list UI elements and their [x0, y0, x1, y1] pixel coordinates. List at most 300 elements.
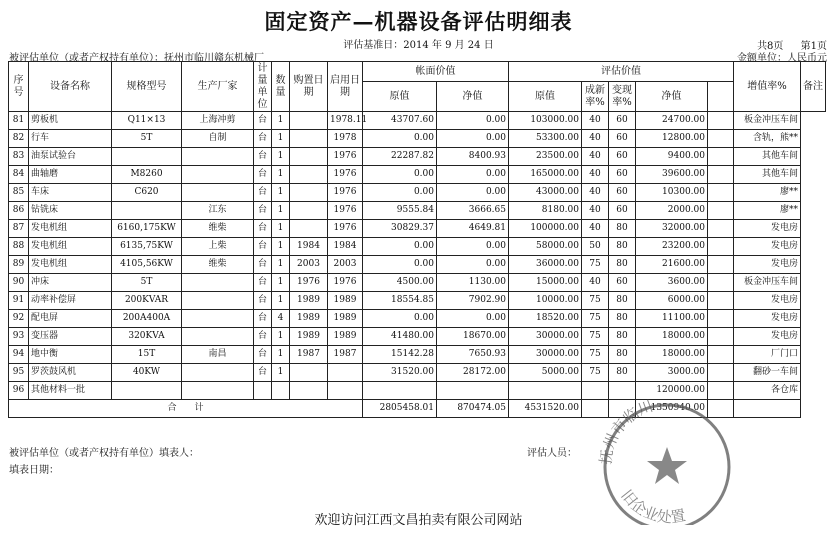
cell-name: 其他材料一批	[29, 382, 112, 400]
cell-use-date: 1976	[328, 220, 363, 238]
cell-increase-rate	[708, 274, 734, 292]
cell-eval-net: 2000.00	[636, 202, 708, 220]
cell-eval-net: 24700.00	[636, 112, 708, 130]
cell-model: M8260	[112, 166, 182, 184]
cell-remark: 板金冲压车间	[734, 112, 801, 130]
cell-eval-original: 103000.00	[509, 112, 582, 130]
cell-purchase-date: 2003	[290, 256, 328, 274]
table-row	[9, 274, 826, 292]
cell-model: 40KW	[112, 364, 182, 382]
cell-model: 6160,175KW	[112, 220, 182, 238]
cell-newness: 50	[582, 238, 609, 256]
cell-book-original: 18554.85	[363, 292, 437, 310]
cell-unit: 台	[254, 256, 272, 274]
cell-qty: 4	[272, 310, 290, 328]
cell-newness: 40	[582, 274, 609, 292]
cell-purchase-date: 1984	[290, 238, 328, 256]
cell-seq: 82	[9, 130, 29, 148]
cell-model: 5T	[112, 130, 182, 148]
cell-seq: 92	[9, 310, 29, 328]
cell-remark: 厂门口	[734, 346, 801, 364]
cell-qty: 1	[272, 346, 290, 364]
header-book-original: 原值	[363, 82, 437, 112]
cell-use-date: 2003	[328, 256, 363, 274]
cell-realization: 60	[609, 148, 636, 166]
cell-unit: 台	[254, 184, 272, 202]
cell-maker	[182, 310, 254, 328]
cell-purchase-date	[290, 166, 328, 184]
cell-book-net: 0.00	[437, 130, 509, 148]
filler-label: 被评估单位（或者产权持有单位）填表人：	[9, 448, 199, 459]
table-row	[9, 184, 826, 202]
cell-name: 罗茨鼓风机	[29, 364, 112, 382]
cell-remark: 廖**	[734, 184, 801, 202]
cell-eval-original: 5000.00	[509, 364, 582, 382]
cell-use-date: 1978	[328, 130, 363, 148]
cell-model: 200KVAR	[112, 292, 182, 310]
cell-use-date	[328, 382, 363, 400]
cell-increase-rate	[708, 220, 734, 238]
cell-increase-rate	[708, 364, 734, 382]
cell-book-original: 31520.00	[363, 364, 437, 382]
cell-qty: 1	[272, 328, 290, 346]
cell-remark: 各仓库	[734, 382, 801, 400]
cell-eval-original: 30000.00	[509, 328, 582, 346]
header-maker: 生产厂家	[182, 62, 254, 112]
cell-seq: 96	[9, 382, 29, 400]
cell-maker	[182, 274, 254, 292]
cell-remark: 发电房	[734, 328, 801, 346]
cell-realization: 80	[609, 328, 636, 346]
cell-purchase-date: 1987	[290, 346, 328, 364]
total-eval-original: 4531520.00	[509, 400, 582, 418]
cell-qty: 1	[272, 364, 290, 382]
cell-purchase-date: 1989	[290, 310, 328, 328]
cell-qty: 1	[272, 274, 290, 292]
cell-unit: 台	[254, 148, 272, 166]
cell-realization: 80	[609, 364, 636, 382]
header-eval-value: 评估价值	[509, 62, 734, 82]
cell-use-date: 1976	[328, 274, 363, 292]
cell-use-date: 1987	[328, 346, 363, 364]
cell-eval-net: 3600.00	[636, 274, 708, 292]
cell-qty: 1	[272, 112, 290, 130]
cell-qty: 1	[272, 238, 290, 256]
cell-maker	[182, 148, 254, 166]
cell-model: 4105,56KW	[112, 256, 182, 274]
cell-use-date	[328, 364, 363, 382]
cell-book-original: 43707.60	[363, 112, 437, 130]
cell-maker	[182, 184, 254, 202]
cell-purchase-date	[290, 184, 328, 202]
cell-use-date: 1976	[328, 166, 363, 184]
cell-name: 地中衡	[29, 346, 112, 364]
cell-increase-rate	[708, 202, 734, 220]
cell-name: 动率补偿屏	[29, 292, 112, 310]
website-caption: 欢迎访问江西文昌拍卖有限公司网站	[314, 513, 523, 528]
cell-seq: 81	[9, 112, 29, 130]
cell-unit: 台	[254, 220, 272, 238]
cell-eval-net: 120000.00	[636, 382, 708, 400]
cell-book-original: 0.00	[363, 238, 437, 256]
header-book-value: 帐面价值	[363, 62, 509, 82]
cell-eval-net: 39600.00	[636, 166, 708, 184]
cell-remark: 板金冲压车间	[734, 274, 801, 292]
total-remark	[734, 400, 801, 418]
cell-remark: 翻砂一车间	[734, 364, 801, 382]
header-qty: 数量	[272, 62, 290, 112]
header-book-net: 净值	[437, 82, 509, 112]
cell-unit: 台	[254, 364, 272, 382]
cell-model: 200A400A	[112, 310, 182, 328]
fill-date-label: 填表日期：	[9, 465, 59, 476]
cell-qty: 1	[272, 202, 290, 220]
cell-use-date: 1984	[328, 238, 363, 256]
cell-model	[112, 148, 182, 166]
header-name: 设备名称	[29, 62, 112, 112]
cell-purchase-date	[290, 148, 328, 166]
cell-eval-net: 9400.00	[636, 148, 708, 166]
cell-book-net: 4649.81	[437, 220, 509, 238]
cell-maker: 上海冲剪	[182, 112, 254, 130]
base-date: 评估基准日：2014 年 9 月 24 日	[343, 40, 494, 51]
total-book-original: 2805458.01	[363, 400, 437, 418]
cell-use-date: 1989	[328, 328, 363, 346]
cell-eval-original: 43000.00	[509, 184, 582, 202]
cell-name: 发电机组	[29, 256, 112, 274]
cell-name: 冲床	[29, 274, 112, 292]
cell-purchase-date	[290, 112, 328, 130]
table-row	[9, 220, 826, 238]
cell-seq: 94	[9, 346, 29, 364]
cell-purchase-date	[290, 364, 328, 382]
evaluator-label: 评估人员：	[527, 448, 577, 459]
cell-newness: 40	[582, 202, 609, 220]
cell-book-net: 18670.00	[437, 328, 509, 346]
cell-name: 行车	[29, 130, 112, 148]
cell-remark: 其他车间	[734, 148, 801, 166]
cell-newness: 40	[582, 148, 609, 166]
header-increase-rate: 增值率%	[734, 62, 801, 112]
header-use-date: 启用日期	[328, 62, 363, 112]
cell-maker: 自制	[182, 130, 254, 148]
header-purchase-date: 购置日期	[290, 62, 328, 112]
cell-seq: 93	[9, 328, 29, 346]
cell-model: 15T	[112, 346, 182, 364]
cell-unit: 台	[254, 166, 272, 184]
cell-purchase-date	[290, 220, 328, 238]
cell-eval-original: 10000.00	[509, 292, 582, 310]
cell-seq: 83	[9, 148, 29, 166]
cell-name: 发电机组	[29, 220, 112, 238]
cell-unit: 台	[254, 112, 272, 130]
cell-model: 320KVA	[112, 328, 182, 346]
cell-remark: 发电房	[734, 220, 801, 238]
cell-remark: 其他车间	[734, 166, 801, 184]
cell-realization: 60	[609, 274, 636, 292]
cell-unit: 台	[254, 292, 272, 310]
header-seq: 序号	[9, 62, 29, 112]
cell-realization: 60	[609, 166, 636, 184]
table-row	[9, 166, 826, 184]
cell-purchase-date: 1989	[290, 328, 328, 346]
cell-seq: 89	[9, 256, 29, 274]
cell-book-original	[363, 382, 437, 400]
header-unit: 计量单位	[254, 62, 272, 112]
cell-eval-original: 36000.00	[509, 256, 582, 274]
total-book-net: 870474.05	[437, 400, 509, 418]
cell-book-original: 0.00	[363, 256, 437, 274]
cell-book-net: 7650.93	[437, 346, 509, 364]
cell-maker: 维柴	[182, 220, 254, 238]
currency-unit: 金额单位：人民币元	[737, 53, 827, 64]
table-row	[9, 292, 826, 310]
table-row	[9, 238, 826, 256]
cell-book-original: 30829.37	[363, 220, 437, 238]
cell-book-original: 15142.28	[363, 346, 437, 364]
cell-book-original: 0.00	[363, 310, 437, 328]
cell-book-original: 4500.00	[363, 274, 437, 292]
total-label: 合 计	[9, 400, 363, 418]
cell-model: Q11×13	[112, 112, 182, 130]
cell-book-original: 41480.00	[363, 328, 437, 346]
cell-book-original: 0.00	[363, 166, 437, 184]
cell-qty: 1	[272, 220, 290, 238]
cell-model	[112, 382, 182, 400]
table-row	[9, 112, 826, 130]
cell-newness: 75	[582, 292, 609, 310]
cell-book-original: 0.00	[363, 130, 437, 148]
cell-book-original: 22287.82	[363, 148, 437, 166]
header-eval-original: 原值	[509, 82, 582, 112]
cell-seq: 88	[9, 238, 29, 256]
cell-maker	[182, 328, 254, 346]
cell-model	[112, 202, 182, 220]
table-row	[9, 346, 826, 364]
cell-book-net	[437, 382, 509, 400]
asset-table	[8, 61, 826, 418]
cell-remark: 含轨，熊**	[734, 130, 801, 148]
cell-book-net: 8400.93	[437, 148, 509, 166]
cell-seq: 91	[9, 292, 29, 310]
cell-book-net: 0.00	[437, 238, 509, 256]
cell-unit: 台	[254, 274, 272, 292]
table-row	[9, 130, 826, 148]
cell-purchase-date: 1976	[290, 274, 328, 292]
cell-eval-original: 165000.00	[509, 166, 582, 184]
cell-qty: 1	[272, 292, 290, 310]
cell-realization: 80	[609, 256, 636, 274]
header-model: 规格型号	[112, 62, 182, 112]
cell-increase-rate	[708, 346, 734, 364]
cell-unit	[254, 382, 272, 400]
cell-seq: 87	[9, 220, 29, 238]
cell-eval-original: 53300.00	[509, 130, 582, 148]
cell-seq: 95	[9, 364, 29, 382]
cell-name: 变压器	[29, 328, 112, 346]
table-row	[9, 256, 826, 274]
page-current: 第1页	[800, 41, 827, 52]
cell-increase-rate	[708, 328, 734, 346]
cell-book-original: 9555.84	[363, 202, 437, 220]
cell-increase-rate	[708, 130, 734, 148]
cell-newness: 40	[582, 184, 609, 202]
cell-eval-original	[509, 382, 582, 400]
cell-eval-net: 6000.00	[636, 292, 708, 310]
cell-maker	[182, 382, 254, 400]
cell-newness: 75	[582, 346, 609, 364]
cell-eval-original: 100000.00	[509, 220, 582, 238]
cell-qty: 1	[272, 166, 290, 184]
cell-use-date: 1976	[328, 202, 363, 220]
cell-maker: 南昌	[182, 346, 254, 364]
cell-increase-rate	[708, 238, 734, 256]
cell-increase-rate	[708, 310, 734, 328]
cell-increase-rate	[708, 292, 734, 310]
cell-eval-original: 30000.00	[509, 346, 582, 364]
cell-realization: 80	[609, 310, 636, 328]
cell-use-date: 1976	[328, 184, 363, 202]
cell-realization: 60	[609, 202, 636, 220]
cell-book-net: 0.00	[437, 112, 509, 130]
cell-increase-rate	[708, 184, 734, 202]
cell-use-date: 1976	[328, 148, 363, 166]
cell-eval-net: 12800.00	[636, 130, 708, 148]
cell-seq: 90	[9, 274, 29, 292]
cell-use-date: 1989	[328, 310, 363, 328]
table-body	[9, 112, 826, 400]
header-remark: 备注	[801, 62, 826, 112]
evaluated-unit: 被评估单位（或者产权持有单位）：抚州市临川赣东机械厂	[9, 53, 264, 64]
cell-unit: 台	[254, 202, 272, 220]
cell-name: 配电屏	[29, 310, 112, 328]
cell-eval-original: 23500.00	[509, 148, 582, 166]
cell-book-net: 0.00	[437, 166, 509, 184]
cell-unit: 台	[254, 130, 272, 148]
cell-book-net: 28172.00	[437, 364, 509, 382]
cell-seq: 86	[9, 202, 29, 220]
seal-text-bottom: 旧企业处置	[617, 486, 688, 525]
cell-qty: 1	[272, 148, 290, 166]
official-seal	[583, 385, 743, 525]
cell-realization: 60	[609, 130, 636, 148]
cell-eval-original: 18520.00	[509, 310, 582, 328]
cell-book-original: 0.00	[363, 184, 437, 202]
cell-newness: 40	[582, 130, 609, 148]
header-eval-net: 净值	[636, 82, 708, 112]
table-row	[9, 328, 826, 346]
cell-realization: 80	[609, 238, 636, 256]
cell-eval-net: 11100.00	[636, 310, 708, 328]
cell-increase-rate	[708, 148, 734, 166]
cell-purchase-date: 1989	[290, 292, 328, 310]
cell-remark: 廖**	[734, 202, 801, 220]
cell-model: 5T	[112, 274, 182, 292]
cell-seq: 85	[9, 184, 29, 202]
cell-name: 发电机组	[29, 238, 112, 256]
total-eval-net: 1350940.00	[636, 400, 708, 418]
cell-realization: 80	[609, 292, 636, 310]
cell-use-date: 1978.11	[328, 112, 363, 130]
cell-newness: 40	[582, 166, 609, 184]
seal-star-icon	[647, 447, 687, 484]
cell-maker	[182, 292, 254, 310]
cell-remark: 发电房	[734, 310, 801, 328]
cell-unit: 台	[254, 328, 272, 346]
cell-book-net: 0.00	[437, 256, 509, 274]
cell-realization: 60	[609, 112, 636, 130]
cell-increase-rate	[708, 166, 734, 184]
cell-eval-net: 18000.00	[636, 346, 708, 364]
cell-newness: 75	[582, 328, 609, 346]
table-row	[9, 364, 826, 382]
cell-name: 油泵试验台	[29, 148, 112, 166]
page-total: 共8页	[757, 41, 784, 52]
cell-eval-original: 8180.00	[509, 202, 582, 220]
cell-realization: 80	[609, 346, 636, 364]
cell-name: 曲轴磨	[29, 166, 112, 184]
seal-text-top: 抚州市临川	[596, 396, 656, 466]
cell-eval-net: 18000.00	[636, 328, 708, 346]
cell-purchase-date	[290, 382, 328, 400]
table-row	[9, 202, 826, 220]
cell-purchase-date	[290, 130, 328, 148]
cell-maker: 上柴	[182, 238, 254, 256]
cell-newness: 75	[582, 364, 609, 382]
cell-book-net: 7902.90	[437, 292, 509, 310]
cell-book-net: 1130.00	[437, 274, 509, 292]
cell-model: 6135,75KW	[112, 238, 182, 256]
cell-book-net: 0.00	[437, 184, 509, 202]
cell-remark: 发电房	[734, 256, 801, 274]
cell-maker: 维柴	[182, 256, 254, 274]
cell-purchase-date	[290, 202, 328, 220]
cell-qty: 1	[272, 184, 290, 202]
report-title: 固定资产—机器设备评估明细表	[264, 9, 573, 34]
cell-name: 钻铣床	[29, 202, 112, 220]
cell-qty: 1	[272, 256, 290, 274]
cell-unit: 台	[254, 310, 272, 328]
cell-name: 车床	[29, 184, 112, 202]
cell-maker	[182, 364, 254, 382]
cell-qty: 1	[272, 130, 290, 148]
cell-eval-original: 58000.00	[509, 238, 582, 256]
cell-name: 剪板机	[29, 112, 112, 130]
cell-increase-rate	[708, 112, 734, 130]
cell-seq: 84	[9, 166, 29, 184]
table-row	[9, 148, 826, 166]
cell-newness: 40	[582, 112, 609, 130]
cell-book-net: 0.00	[437, 310, 509, 328]
cell-newness: 75	[582, 310, 609, 328]
cell-eval-net: 32000.00	[636, 220, 708, 238]
cell-unit: 台	[254, 238, 272, 256]
cell-realization: 60	[609, 184, 636, 202]
cell-eval-original: 15000.00	[509, 274, 582, 292]
cell-newness: 75	[582, 256, 609, 274]
cell-eval-net: 10300.00	[636, 184, 708, 202]
cell-remark: 发电房	[734, 238, 801, 256]
table-row	[9, 310, 826, 328]
cell-realization: 80	[609, 220, 636, 238]
cell-eval-net: 23200.00	[636, 238, 708, 256]
cell-model: C620	[112, 184, 182, 202]
cell-qty	[272, 382, 290, 400]
header-realization: 变现率%	[609, 82, 636, 112]
cell-maker	[182, 166, 254, 184]
cell-newness: 40	[582, 220, 609, 238]
cell-maker: 江东	[182, 202, 254, 220]
